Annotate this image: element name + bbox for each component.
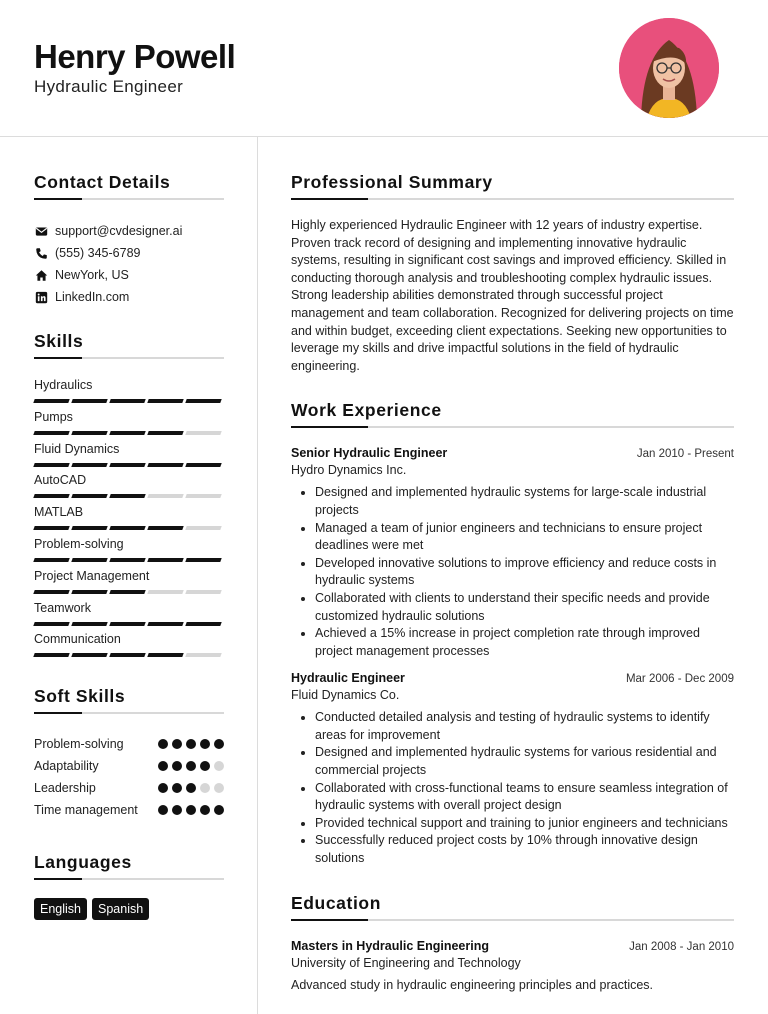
skill-item [34, 631, 224, 663]
contact-linkedin[interactable] [34, 286, 224, 308]
skill-item [34, 568, 224, 600]
contact-location [34, 264, 224, 286]
skill-level-segment [71, 622, 107, 626]
skill-level-segment [109, 622, 145, 626]
home-icon [34, 268, 48, 282]
section-rule [291, 198, 734, 200]
skill-item [34, 536, 224, 568]
rating-dot [200, 783, 210, 793]
soft-skill-rating [158, 758, 224, 775]
skill-item [34, 441, 224, 473]
skill-level-segment [109, 399, 145, 403]
skill-level-segment [185, 463, 221, 467]
skill-level-segment [185, 653, 221, 657]
skill-level-bar [34, 399, 224, 403]
section-rule [291, 426, 734, 428]
skill-level-segment [147, 590, 183, 594]
contact-title: Contact Details [34, 172, 171, 192]
skill-level-segment [109, 653, 145, 657]
language-badge: Spanish [92, 898, 149, 920]
language-badge: English [34, 898, 87, 920]
skill-level-segment [33, 431, 69, 435]
job-bullet: Collaborated with clients to understand their specific needs and provide customized hydraulic solutions [315, 590, 734, 625]
contact-location-text: NewYork, US [55, 268, 129, 282]
soft-skill-label: Adaptability [34, 759, 99, 774]
rating-dot [158, 739, 168, 749]
skill-level-segment [185, 431, 221, 435]
skill-level-segment [185, 622, 221, 626]
rating-dot [186, 739, 196, 749]
skill-level-bar [34, 431, 224, 435]
soft-skill-rating [158, 780, 224, 797]
skill-level-bar [34, 653, 224, 657]
phone-icon [34, 246, 48, 260]
job-bullet: Managed a team of junior engineers and technicians to ensure project deadlines were met [315, 520, 734, 555]
job-bullet: Collaborated with cross-functional teams to ensure seamless integration of hydraulic systems with overall project design [315, 780, 734, 815]
skill-level-segment [33, 494, 69, 498]
job-dates: Jan 2010 - Present [636, 448, 734, 461]
candidate-name: Henry Powell [34, 38, 236, 75]
skill-level-segment [109, 494, 145, 498]
skill-level-bar [34, 526, 224, 530]
languages-title: Languages [34, 852, 132, 873]
job-bullet: Achieved a 15% increase in project completion rate through improved project management processes [315, 625, 734, 660]
soft-skill-item [34, 802, 224, 819]
contact-email[interactable] [34, 220, 224, 242]
mail-icon [34, 224, 48, 238]
soft-skill-label: Problem-solving [34, 737, 124, 752]
skill-level-segment [147, 494, 183, 498]
skill-label: Problem-solving [34, 536, 124, 551]
education-entry [291, 939, 734, 992]
soft-skills-section [34, 686, 224, 819]
job-entry [291, 671, 734, 867]
left-column [34, 137, 224, 920]
rating-dot [200, 805, 210, 815]
summary-text: Highly experienced Hydraulic Engineer with 12 years of industry expertise. Proven track record of designing and implementing innovative hydraulic systems, resulting in significant cost savings and improved efficiency. Skilled in conducting thorough analysis and troubleshooting complex hydraulic issues. Strong leadership abilities demonstrated through successful project management and team collaboration. Recognized for delivering projects on time and within budget, exceeding client expectations. Seeking new opportunities to leverage my skills and drive impactful solutions in the field of hydraulic engineering. [291, 218, 734, 373]
rating-dot [214, 761, 224, 771]
skill-level-bar [34, 463, 224, 467]
skill-level-segment [109, 526, 145, 530]
skill-level-segment [109, 590, 145, 594]
skill-level-segment [33, 526, 69, 530]
contact-phone[interactable] [34, 242, 224, 264]
skill-level-segment [147, 558, 183, 562]
education-description: Advanced study in hydraulic engineering principles and practices. [291, 977, 654, 992]
skill-level-segment [185, 526, 221, 530]
contact-linkedin-text: LinkedIn.com [55, 290, 130, 304]
rating-dot [214, 783, 224, 793]
rating-dot [158, 783, 168, 793]
skill-level-segment [147, 399, 183, 403]
skill-level-bar [34, 590, 224, 594]
rating-dot [158, 805, 168, 815]
section-rule [34, 357, 224, 359]
skill-level-segment [71, 431, 107, 435]
job-bullet: Conducted detailed analysis and testing of hydraulic systems to identify areas for improvement [315, 709, 734, 744]
skill-level-segment [71, 590, 107, 594]
skill-label: Pumps [34, 409, 73, 424]
education-section [291, 893, 734, 992]
soft-skill-item [34, 736, 224, 753]
column-divider [257, 137, 258, 1014]
skill-level-bar [34, 558, 224, 562]
job-bullet: Provided technical support and training to junior engineers and technicians [315, 815, 734, 833]
summary-section [291, 172, 734, 375]
education-school: University of Engineering and Technology [291, 955, 521, 970]
job-bullet: Developed innovative solutions to improve efficiency and reduce costs in hydraulic systems [315, 555, 734, 590]
skill-label: AutoCAD [34, 473, 87, 488]
skill-label: Teamwork [34, 600, 91, 615]
rating-dot [158, 761, 168, 771]
skill-label: Communication [34, 632, 121, 647]
skill-level-bar [34, 622, 224, 626]
skill-level-segment [71, 463, 107, 467]
skills-section [34, 331, 224, 663]
skill-level-segment [147, 431, 183, 435]
skill-level-segment [147, 653, 183, 657]
skill-item [34, 377, 224, 409]
job-bullet: Successfully reduced project costs by 10% through innovative design solutions [315, 832, 734, 867]
section-rule [34, 198, 224, 200]
soft-skills-list [34, 736, 224, 819]
languages-section [34, 852, 224, 920]
rating-dot [186, 761, 196, 771]
skill-level-segment [185, 558, 221, 562]
soft-skills-title: Soft Skills [34, 686, 126, 707]
education-title: Education [291, 892, 381, 913]
skill-label: Project Management [34, 568, 150, 583]
rating-dot [186, 805, 196, 815]
soft-skill-item [34, 780, 224, 797]
skill-item [34, 409, 224, 441]
skill-item [34, 504, 224, 536]
skill-level-segment [109, 431, 145, 435]
skill-level-segment [147, 526, 183, 530]
section-rule [34, 712, 224, 714]
section-rule [291, 919, 734, 921]
linkedin-icon [34, 290, 48, 304]
rating-dot [214, 805, 224, 815]
soft-skill-label: Leadership [34, 781, 96, 796]
job-entry [291, 446, 734, 660]
soft-skill-item [34, 758, 224, 775]
skill-level-segment [33, 590, 69, 594]
skill-item [34, 472, 224, 504]
job-bullet: Designed and implemented hydraulic systems for various residential and commercial projects [315, 744, 734, 779]
section-rule [34, 878, 224, 880]
skill-label: MATLAB [34, 505, 84, 520]
skill-level-segment [185, 494, 221, 498]
skill-level-segment [33, 558, 69, 562]
rating-dot [214, 739, 224, 749]
job-company: Hydro Dynamics Inc. [291, 463, 407, 478]
education-dates: Jan 2008 - Jan 2010 [629, 940, 734, 953]
experience-section [291, 400, 734, 867]
job-bullet: Designed and implemented hydraulic systems for large-scale industrial projects [315, 484, 734, 519]
job-title: Hydraulic Engineer [291, 671, 405, 686]
skill-level-segment [71, 526, 107, 530]
contact-email-text: support@cvdesigner.ai [55, 224, 183, 238]
right-column [291, 137, 734, 992]
skills-title: Skills [34, 331, 84, 351]
experience-title: Work Experience [291, 400, 442, 421]
job-title: Senior Hydraulic Engineer [291, 446, 448, 461]
contact-section [34, 172, 224, 308]
skill-level-segment [185, 590, 221, 594]
skill-level-segment [71, 494, 107, 498]
skill-level-segment [33, 399, 69, 403]
skill-label: Hydraulics [34, 378, 93, 392]
rating-dot [200, 739, 210, 749]
rating-dot [172, 805, 182, 815]
skill-level-segment [147, 622, 183, 626]
job-company: Fluid Dynamics Co. [291, 688, 400, 703]
skill-level-segment [71, 399, 107, 403]
skill-label: Fluid Dynamics [34, 441, 120, 456]
contact-phone-text: (555) 345-6789 [55, 246, 141, 260]
skills-list [34, 377, 224, 663]
rating-dot [172, 783, 182, 793]
rating-dot [172, 739, 182, 749]
candidate-role: Hydraulic Engineer [34, 77, 184, 96]
skill-level-segment [147, 463, 183, 467]
skill-level-segment [71, 558, 107, 562]
resume-header [0, 0, 768, 137]
skill-level-segment [109, 558, 145, 562]
soft-skill-label: Time management [34, 803, 138, 818]
profile-photo [619, 18, 719, 118]
skill-level-segment [33, 622, 69, 626]
education-degree: Masters in Hydraulic Engineering [291, 938, 489, 953]
soft-skill-rating [158, 736, 224, 753]
skill-level-segment [33, 463, 69, 467]
skill-level-bar [34, 494, 224, 498]
skill-level-segment [109, 463, 145, 467]
soft-skill-rating [158, 802, 224, 819]
skill-level-segment [185, 399, 221, 403]
skill-item [34, 600, 224, 632]
job-dates: Mar 2006 - Dec 2009 [625, 673, 734, 686]
skill-level-segment [71, 653, 107, 657]
rating-dot [200, 761, 210, 771]
summary-title: Professional Summary [291, 172, 493, 192]
rating-dot [172, 761, 182, 771]
rating-dot [186, 783, 196, 793]
skill-level-segment [33, 653, 69, 657]
